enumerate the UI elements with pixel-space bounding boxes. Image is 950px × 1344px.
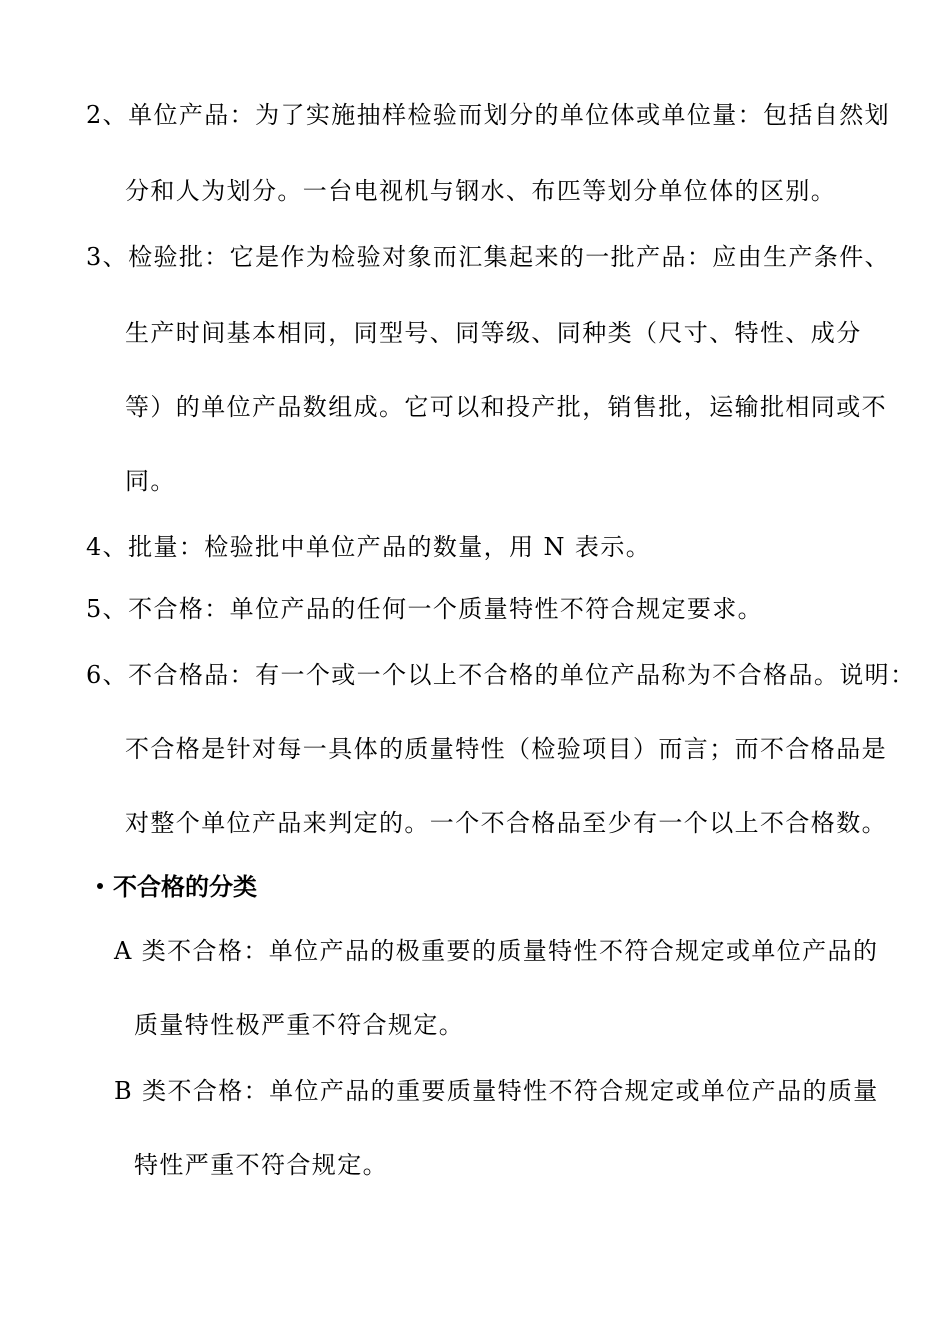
item-number: 2、 (86, 101, 129, 129)
item-number: 5、 (86, 595, 129, 623)
class-a-line-1 (114, 936, 878, 966)
item-number: 4、 (86, 533, 129, 561)
section-heading-text: 不合格的分类 (113, 873, 257, 901)
item-text: 生产时间基本相同，同型号、同等级、同种类（尺寸、特性、成分 (125, 319, 862, 347)
class-text: A 类不合格：单位产品的极重要的质量特性不符合规定或单位产品的 (114, 937, 879, 965)
item-4-line-1 (86, 532, 651, 562)
bullet-icon (97, 883, 103, 889)
item-text: 等）的单位产品数组成。它可以和投产批，销售批，运输批相同或不 (125, 393, 887, 421)
item-3-line-3 (125, 392, 887, 422)
class-text: B 类不合格：单位产品的重要质量特性不符合规定或单位产品的质量 (114, 1077, 879, 1105)
item-text: 不合格：单位产品的任何一个质量特性不符合规定要求。 (128, 595, 764, 623)
item-text: 批量：检验批中单位产品的数量，用 N 表示。 (128, 533, 652, 561)
class-a-line-2 (134, 1010, 464, 1040)
item-3-line-2 (125, 318, 862, 348)
class-b-line-2 (134, 1150, 388, 1180)
class-text: 质量特性极严重不符合规定。 (134, 1011, 465, 1039)
item-text: 同。 (125, 467, 176, 495)
item-number: 6、 (86, 661, 129, 689)
item-text: 不合格品：有一个或一个以上不合格的单位产品称为不合格品。说明： (128, 661, 916, 689)
item-3-line-1 (86, 242, 890, 272)
item-6-line-3 (125, 808, 887, 838)
item-text: 检验批：它是作为检验对象而汇集起来的一批产品：应由生产条件、 (128, 243, 891, 271)
item-5-line-1 (86, 594, 763, 624)
item-2-line-2 (125, 176, 836, 206)
class-text: 特性严重不符合规定。 (134, 1151, 388, 1179)
item-number: 3、 (86, 243, 129, 271)
item-2-line-1 (86, 100, 890, 130)
item-text: 分和人为划分。一台电视机与钢水、布匹等划分单位体的区别。 (125, 177, 837, 205)
item-6-line-1 (86, 660, 915, 690)
item-6-line-2 (125, 734, 887, 764)
item-text: 不合格是针对每一具体的质量特性（检验项目）而言；而不合格品是 (125, 735, 887, 763)
section-heading (97, 872, 257, 902)
item-text: 对整个单位产品来判定的。一个不合格品至少有一个以上不合格数。 (125, 809, 887, 837)
item-text: 单位产品：为了实施抽样检验而划分的单位体或单位量：包括自然划 (128, 101, 891, 129)
class-b-line-1 (114, 1076, 879, 1106)
item-3-line-4 (125, 466, 176, 496)
